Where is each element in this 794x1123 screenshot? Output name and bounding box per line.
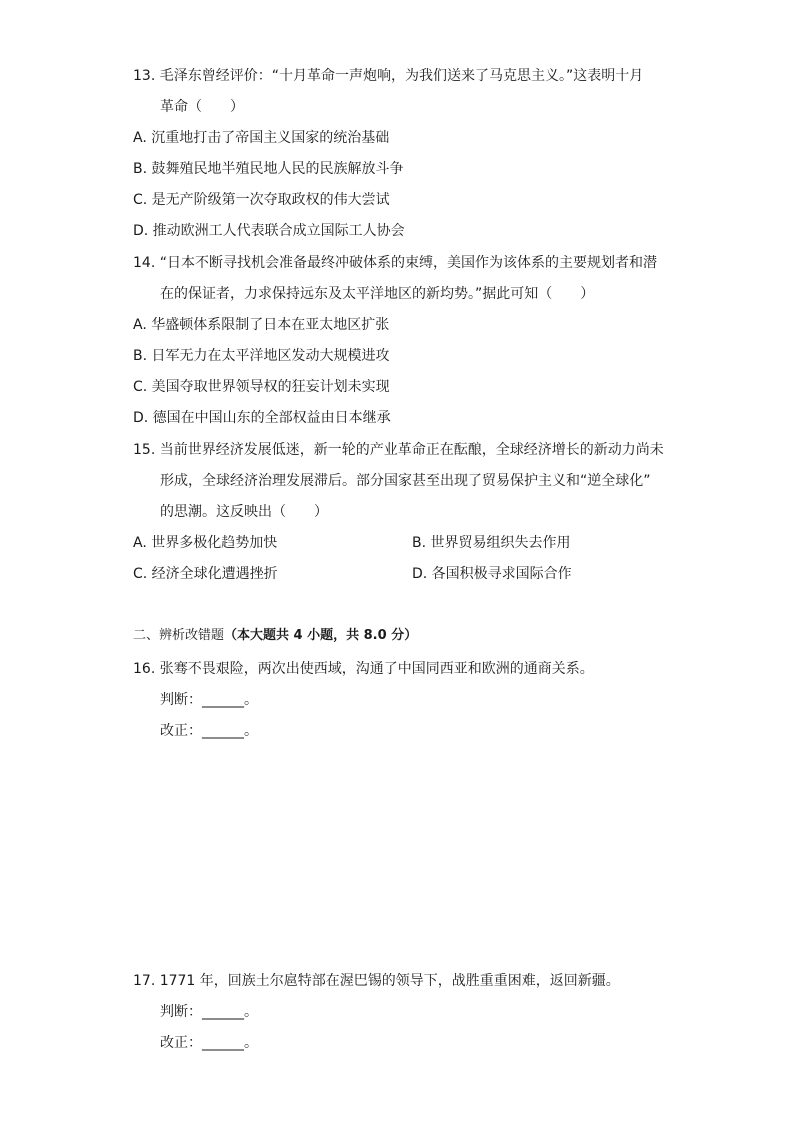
section-detail: （本大题共 4 小题，共 8.0 分） [224, 628, 418, 643]
q15-stem-line2: 形成，全球经济治理发展滞后。部分国家甚至出现了贸易保护主义和“逆全球化” [160, 473, 651, 489]
q15-option-b: B. 世界贸易组织失去作用 [412, 535, 571, 551]
section-label: 二、辨析改错题 [133, 628, 225, 643]
q17-correct: 改正：______。 [160, 1035, 258, 1051]
q14-stem-line2: 在的保证者，力求保持远东及太平洋地区的新均势。”据此可知（ ） [160, 286, 595, 302]
q15-option-d: D. 各国积极寻求国际合作 [412, 566, 572, 582]
q13-stem-line2: 革命（ ） [160, 99, 244, 115]
q15-option-c: C. 经济全球化遭遇挫折 [133, 566, 278, 582]
q16-correct: 改正：______。 [160, 723, 258, 739]
q14-option-b: B. 日军无力在太平洋地区发动大规模进攻 [133, 348, 390, 364]
q15-option-a: A. 世界多极化趋势加快 [133, 535, 278, 551]
q16-stem: 16. 张骞不畏艰险，两次出使西域，沟通了中国同西亚和欧洲的通商关系。 [133, 661, 594, 677]
q16-judge: 判断：______。 [160, 692, 258, 708]
q13-option-b: B. 鼓舞殖民地半殖民地人民的民族解放斗争 [133, 161, 404, 177]
q14-option-c: C. 美国夺取世界领导权的狂妄计划未实现 [133, 379, 390, 395]
q17-stem: 17. 1771 年，回族土尔扈特部在渥巴锡的领导下，战胜重重困难，返回新疆。 [133, 973, 620, 989]
q13-option-c: C. 是无产阶级第一次夺取政权的伟大尝试 [133, 192, 390, 208]
q14-stem-line1: 14. “日本不断寻找机会准备最终冲破体系的束缚，美国作为该体系的主要规划者和潜 [133, 255, 657, 271]
q13-option-d: D. 推动欧洲工人代表联合成立国际工人协会 [133, 223, 405, 239]
q13-option-a: A. 沉重地打击了帝国主义国家的统治基础 [133, 130, 390, 146]
section-heading [133, 626, 417, 646]
q14-option-d: D. 德国在中国山东的全部权益由日本继承 [133, 410, 391, 426]
q14-option-a: A. 华盛顿体系限制了日本在亚太地区扩张 [133, 317, 390, 333]
q17-judge: 判断：______。 [160, 1004, 258, 1020]
q15-stem-line3: 的思潮。这反映出（ ） [160, 504, 328, 520]
q13-stem-line1: 13. 毛泽东曾经评价：“十月革命一声炮响，为我们送来了马克思主义。”这表明十月 [133, 68, 644, 84]
q15-stem-line1: 15. 当前世界经济发展低迷，新一轮的产业革命正在酝酿，全球经济增长的新动力尚未 [133, 442, 664, 458]
